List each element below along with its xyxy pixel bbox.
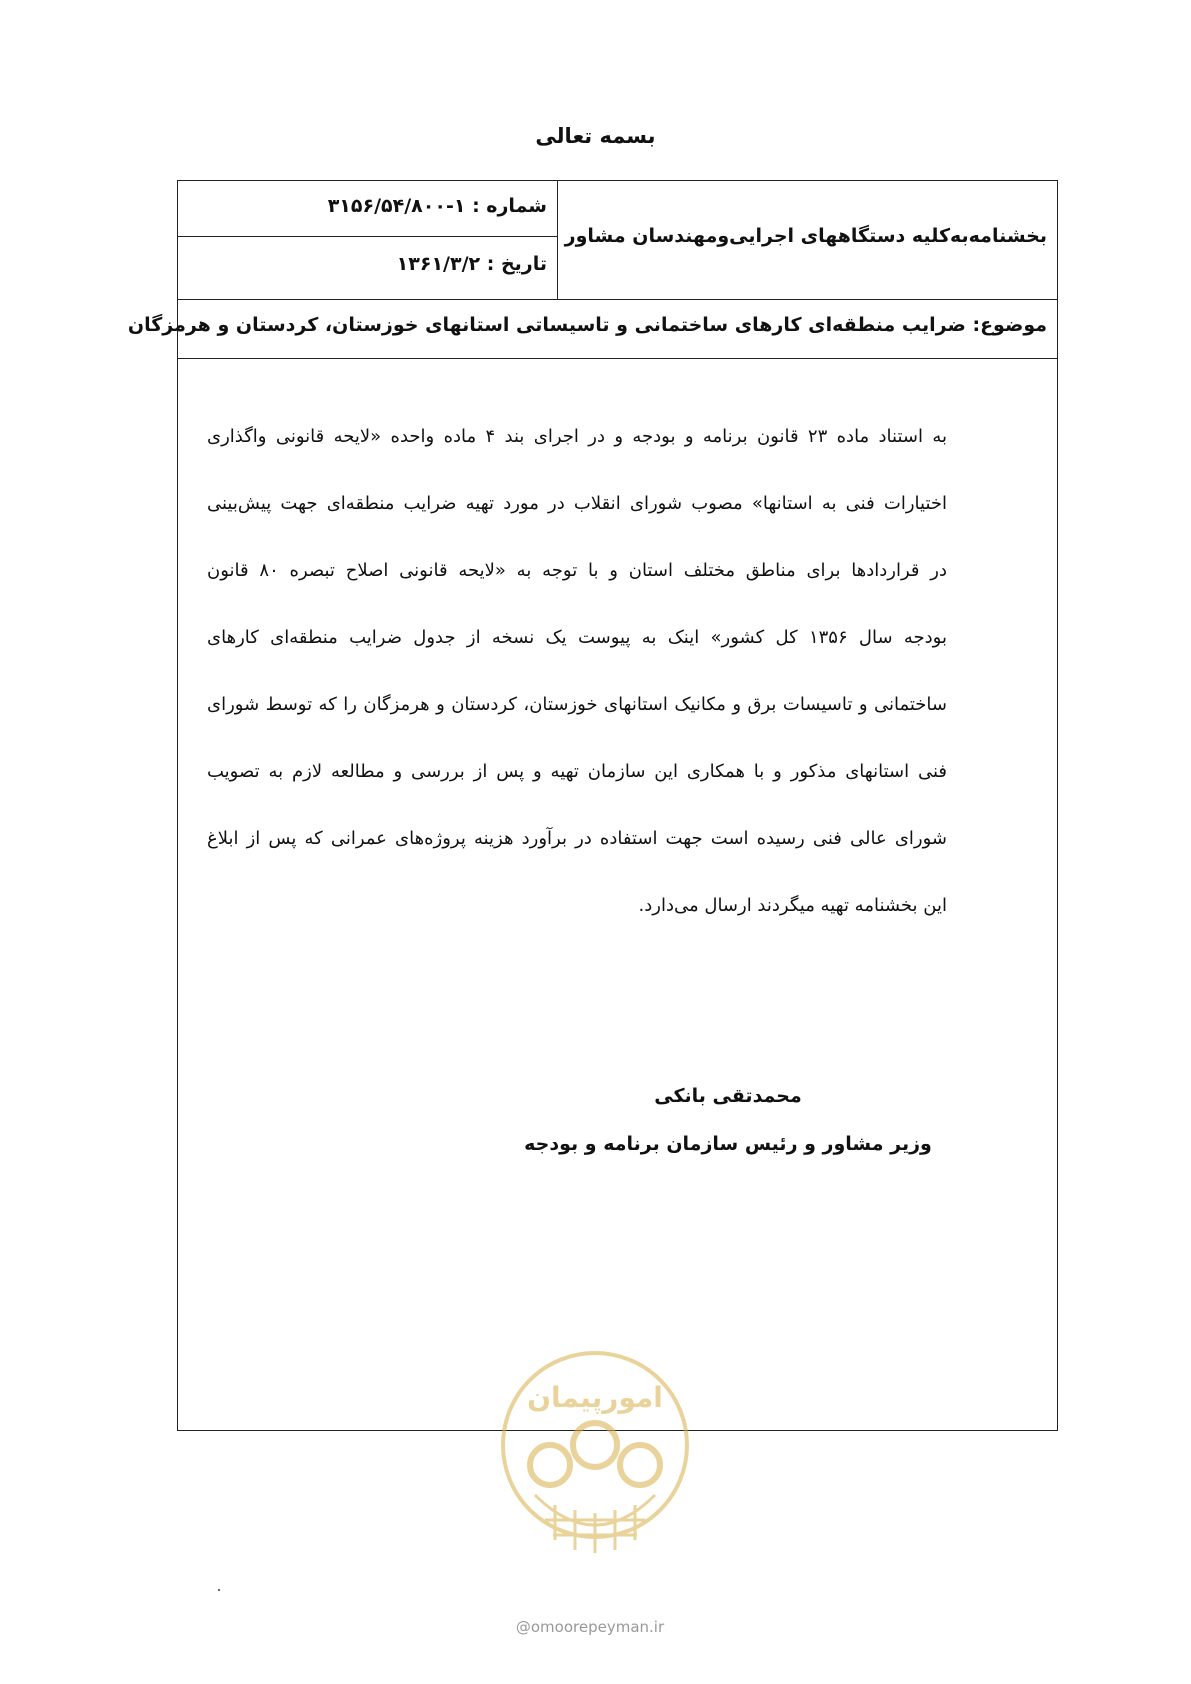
watermark-logo-text: امورپیمان — [527, 1381, 663, 1414]
body-line: فنی استانهای مذکور و با همکاری این سازمان تهیه و پس از بررسی و مطالعه لازم به تصویب — [207, 761, 947, 782]
body-line: این بخشنامه تهیه میگردند ارسال می‌دارد. — [638, 895, 947, 916]
addressee-text: بخشنامه‌به‌کلیه دستگاههای اجرایی‌ومهندسان مشاور — [564, 225, 1047, 247]
addressee-box — [557, 181, 1057, 299]
date-label: تاریخ : — [486, 253, 547, 275]
date-value: ۱۳۶۱/۳/۲ — [396, 253, 481, 275]
number-row — [178, 181, 557, 237]
circular-frame — [127, 180, 1058, 1431]
body-line: در قراردادها برای مناطق مختلف استان و با توجه به «لایحه قانونی اصلاح تبصره ۸۰ قانون — [207, 560, 947, 581]
number-value: ۱-۳۱۵۶/۵۴/۸۰۰ — [327, 195, 466, 217]
page-heading: بسمه تعالی — [535, 124, 656, 148]
subject-text: موضوع: ضرایب منطقه‌ای کارهای ساختمانی و تاسیساتی استانهای خوزستان، کردستان و هرمزگان — [127, 314, 1047, 336]
number-label: شماره : — [472, 195, 547, 217]
scan-speck — [218, 1589, 220, 1591]
body-line: شورای عالی فنی رسیده است جهت استفاده در برآورد هزینه پروژه‌های عمرانی که پس از ابلاغ — [207, 828, 947, 849]
watermark-url: @omoorepeyman.ir — [515, 1618, 665, 1636]
body-line: به استناد ماده ۲۳ قانون برنامه و بودجه و در اجرای بند ۴ ماده واحده «لایحه قانونی واگذاری — [207, 426, 947, 447]
body-line: اختیارات فنی به استانها» مصوب شورای انقلاب در مورد تهیه ضرایب منطقه‌ای جهت پیش‌بینی — [207, 493, 947, 514]
body-line: ساختمانی و تاسیسات برق و مکانیک استانهای خوزستان، کردستان و هرمزگان را که توسط شورای — [207, 694, 947, 715]
signatory-name: محمدتقی بانکی — [654, 1085, 802, 1107]
reference-box — [178, 181, 558, 299]
subject-row — [127, 299, 1057, 359]
body-line: بودجه سال ۱۳۵۶ کل کشور» اینک به پیوست یک نسخه از جدول ضرایب منطقه‌ای کارهای — [207, 627, 947, 648]
body-text — [207, 403, 947, 939]
signatory-title: وزیر مشاور و رئیس سازمان برنامه و بودجه — [524, 1133, 932, 1155]
watermark-logo — [495, 1345, 695, 1585]
